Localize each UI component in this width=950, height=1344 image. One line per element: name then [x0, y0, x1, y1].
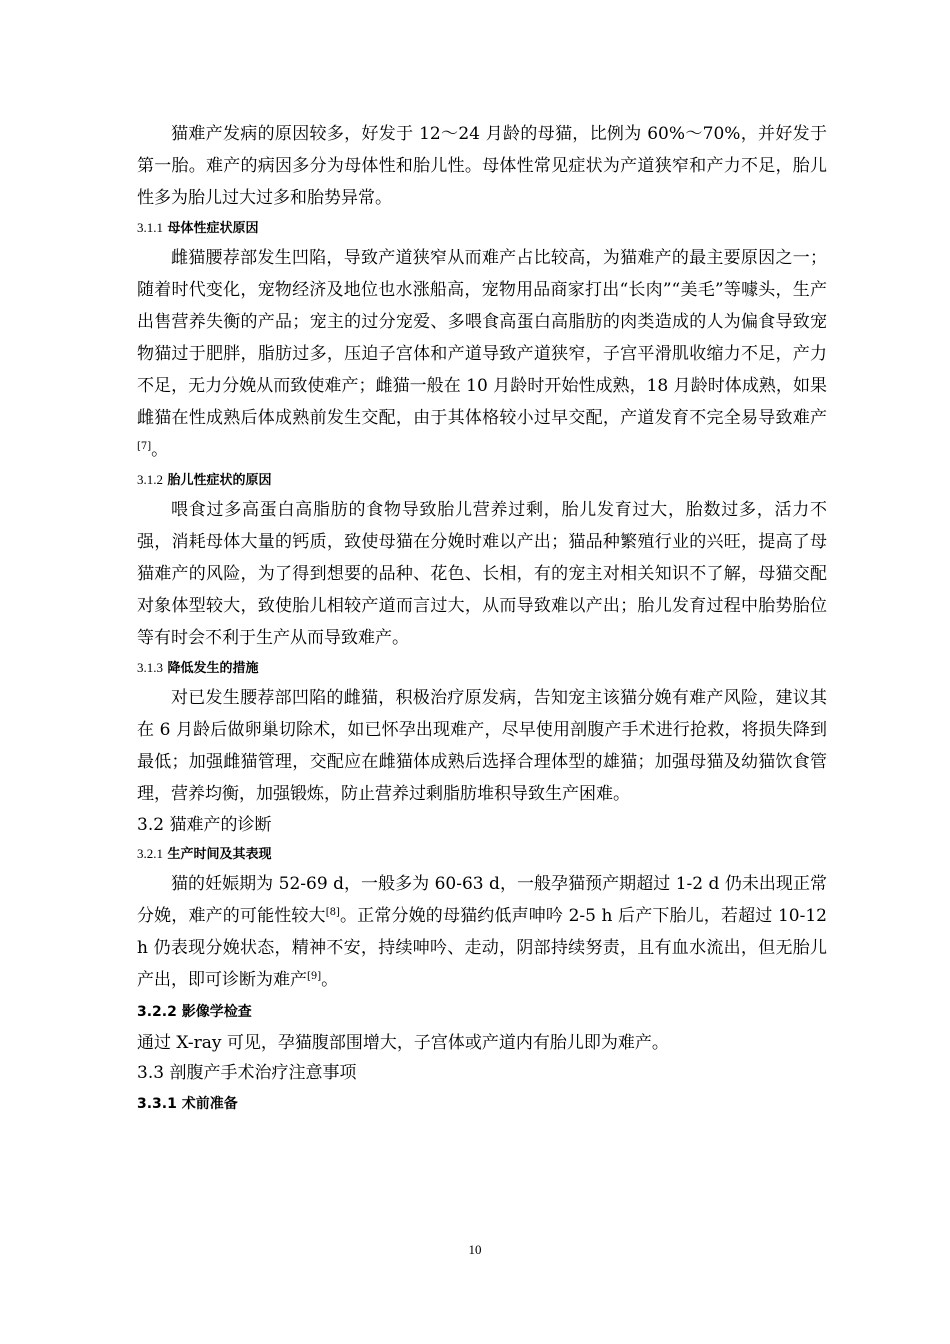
heading-3-2-2: 3.2.2 影像学检查: [137, 1004, 252, 1020]
paragraph-text: 猫的妊娠期为 52-69 d，一般多为 60-63 d，一般孕猫预产期超过 1-2 d 仍未出现正常分娩，难产的可能性较大: [137, 874, 827, 926]
heading-3-2: 3.2 猫难产的诊断: [137, 815, 272, 835]
heading-text: 胎儿性症状的原因: [167, 473, 272, 488]
heading-text: 母体性症状原因: [167, 221, 259, 236]
section-3-2-2-paragraph: 通过 X-ray 可见，孕猫腹部围增大，子宫体或产道内有胎儿即为难产。: [137, 1033, 669, 1053]
heading-number: 3.1.2: [137, 472, 163, 487]
heading-3-1-3: [137, 654, 827, 682]
paragraph-text: 雌猫腰荐部发生凹陷，导致产道狭窄从而难产占比较高，为猫难产的最主要原因之一；随着时代变化，宠物经济及地位也水涨船高，宠物用品商家打出“长肉”“美毛”等噱头，生产出售营养失衡的产品；宠主的过分宠爱、多喂食高蛋白高脂肪的肉类造成的人为偏食导致宠物猫过于肥胖，脂肪过多，压迫子宫体和产道导致产道狭窄，子宫平滑肌收缩力不足，产力不足，无力分娩从而致使难产；雌猫一般在 10 月龄时开始性成熟，18 月龄时体成熟，如果雌猫在性成熟后体成熟前发生交配，由于其体格较小过早交配，产道发育不完全易导致难产: [137, 248, 827, 428]
intro-paragraph: 猫难产发病的原因较多，好发于 12～24 月龄的母猫，比例为 60%～70%，并好发于第一胎。难产的病因多分为母体性和胎儿性。母体性常见症状为产道狭窄和产力不足，胎儿性多为胎儿过大过多和胎势异常。: [137, 124, 827, 208]
citation: [9]: [307, 971, 322, 982]
section-3-2-1-paragraph: [137, 868, 827, 996]
paragraph-end: 。: [321, 970, 339, 990]
paragraph-end: 。: [151, 440, 169, 460]
heading-3-1-2: [137, 466, 827, 494]
citation: [8]: [325, 907, 340, 918]
heading-number: 3.1.3: [137, 660, 163, 675]
heading-text: 降低发生的措施: [167, 661, 259, 676]
heading-number: 3.2.1: [137, 846, 163, 861]
paragraph-text: 。正常分娩的母猫约低声呻吟 2-5 h 后产下胎儿，若超过 10-12 h 仍表现分娩状态，精神不安，持续呻吟、走动，阴部持续努责，且有血水流出，但无胎儿产出，即可诊断为难产: [137, 906, 827, 990]
section-3-1-1-paragraph: [137, 242, 827, 466]
page-content: [137, 118, 827, 1120]
heading-3-3-1: 3.3.1 术前准备: [137, 1096, 238, 1112]
heading-3-1-1: [137, 214, 827, 242]
heading-number: 3.1.1: [137, 220, 163, 235]
page-number: 10: [468, 1242, 482, 1257]
heading-3-2-1: [137, 840, 827, 868]
section-3-1-3-paragraph: 对已发生腰荐部凹陷的雌猫，积极治疗原发病，告知宠主该猫分娩有难产风险，建议其在 6 月龄后做卵巢切除术，如已怀孕出现难产，尽早使用剖腹产手术进行抢救，将损失降到最低；加强雌猫管理，交配应在雌猫体成熟后选择合理体型的雄猫；加强母猫及幼猫饮食管理，营养均衡，加强锻炼，防止营养过剩脂肪堆积导致生产困难。: [137, 688, 827, 804]
heading-text: 生产时间及其表现: [167, 847, 272, 862]
section-3-1-2-paragraph: 喂食过多高蛋白高脂肪的食物导致胎儿营养过剩，胎儿发育过大，胎数过多，活力不强，消耗母体大量的钙质，致使母猫在分娩时难以产出；猫品种繁殖行业的兴旺，提高了母猫难产的风险，为了得到想要的品种、花色、长相，有的宠主对相关知识不了解，母猫交配对象体型较大，致使胎儿相较产道而言过大，从而导致难以产出；胎儿发育过程中胎势胎位等有时会不利于生产从而导致难产。: [137, 500, 827, 648]
heading-3-3: 3.3 剖腹产手术治疗注意事项: [137, 1063, 357, 1083]
citation: [7]: [137, 441, 152, 452]
